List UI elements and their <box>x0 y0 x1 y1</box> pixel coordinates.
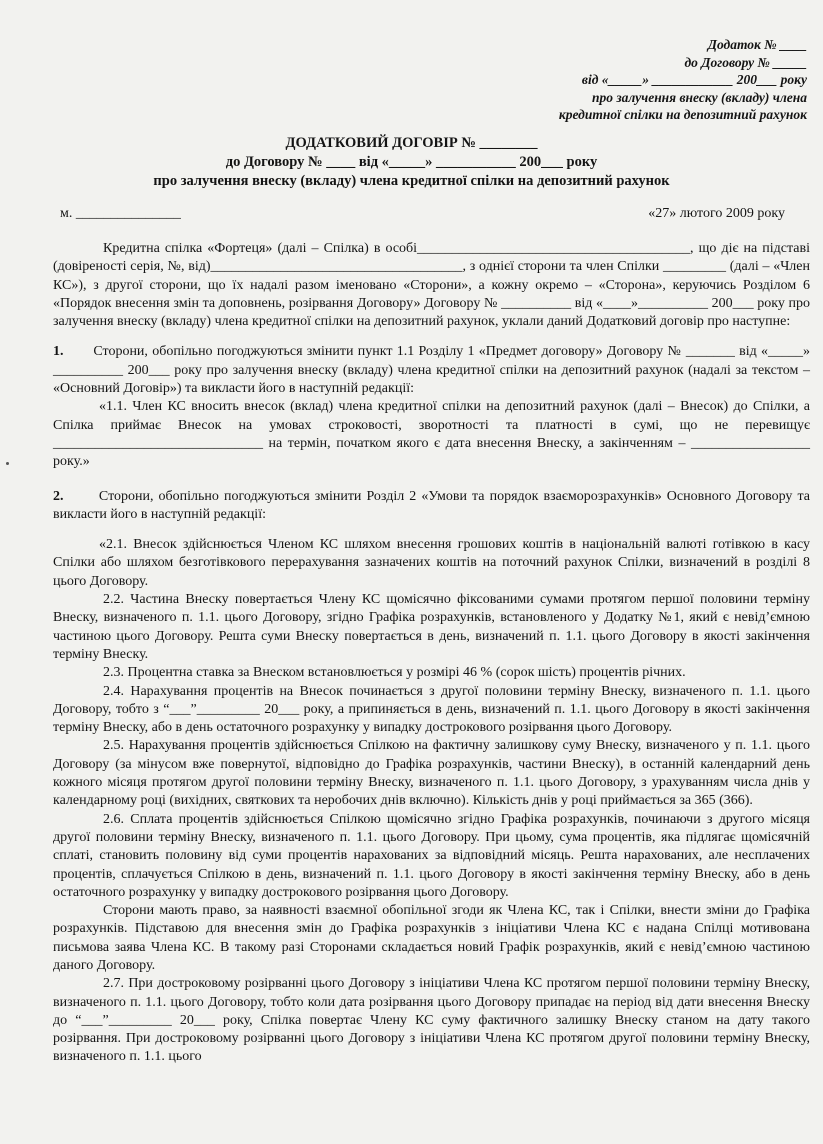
scan-speck <box>6 462 9 465</box>
title-subject: про залучення внеску (вкладу) члена кредитної спілки на депозитний рахунок <box>153 173 670 189</box>
preamble-paragraph: Кредитна спілка «Фортеця» (далі – Спілка) в особі_______________________________________, що діє на підставі (довіреності серія, №, від)____________________________________, з однієї сторони та член Спілки _________ (далі – «Член КС»), з другої сторони, що їх надалі разом іменовано «Сторони», а кожну окремо – «Сторона», керуючись Розділом 6 «Порядок внесення змін та доповнень, розірвання Договору» Договору № __________ від «____»__________ 200___ року про залучення внеску (вкладу) члена кредитної спілки на депозитний рахунок, уклали даний Додатковий договір про наступне: <box>53 241 810 330</box>
clause-2-paragraph: 2. Сторони, обопільно погоджуються змінити Розділ 2 «Умови та порядок взаєморозрахунків» Основного Договору та викласти його в наступній редакції: <box>53 488 810 522</box>
appendix-number: Додаток № ____ <box>707 37 807 52</box>
clause-1-1-text: «1.1. Член КС вносить внесок (вклад) члена кредитної спілки на депозитний рахунок (далі – Внесок) до Спілки, а Спілка приймає Внесок на умовах строковості, зворотності та платності в сумі, що не перевищує ______________________________ на термін, початком якого є дата внесення Внеску, а закінченням – _________________ року.» <box>53 399 810 470</box>
appendix-subject-1: про залучення внеску (вкладу) члена <box>591 89 807 105</box>
clause-2-6-text: 2.6. Сплата процентів здійснюється Спілкою щомісячно згідно Графіка розрахунків, починаючи з другого місяця другої половини терміну Внеску, визначеного п. 1.1. цього Договору. При цьому, сума процентів, яка підлягає щомісячній сплаті, становить половину від суми процентів нарахованих за відповідний місяць. Решта нарахованих, але несплачених процентів, сплачується Спілкою в день, визначений п. 1.1. цього Договору в якості закінчення терміну Внеску, або в день остаточного розрахунку у випадку дострокового розірвання цього Договору. <box>53 811 810 900</box>
clause-number: 2. <box>53 488 64 504</box>
clause-2-2-text: 2.2. Частина Внеску повертається Члену КС щомісячно фіксованими сумами протягом першої половини терміну Внеску, визначеного п. 1.1. цього Договору, згідно Графіка розрахунків, встановленого у Додатку №1, який є невід’ємною частиною цього Договору. Решта суми Внеску повертається в день, визначений п. 1.1. цього Договору в якості закінчення терміну Внеску. <box>53 592 810 662</box>
document-title <box>0 134 823 191</box>
clause-1-paragraph: 1. Сторони, обопільно погоджуються змінити пункт 1.1 Розділу 1 «Предмет договору» Договору № _______ від «_____» __________ 200___ року про залучення внеску (вкладу) члена кредитної спілки на депозитний рахунок (надалі за текстом – «Основний Договір») та викласти його в наступній редакції: <box>53 344 810 397</box>
appendix-contract-number: до Договору № _____ <box>684 54 807 70</box>
clause-number: 1. <box>53 344 64 360</box>
city-field: м. _______________ <box>60 206 181 221</box>
appendix-contract-date: від «_____» ____________ 200___ року <box>581 72 807 87</box>
date-field: «27» лютого 2009 року <box>648 206 785 221</box>
document-body <box>53 240 810 1067</box>
clause-2-1-text: «2.1. Внесок здійснюється Членом КС шляхом внесення грошових коштів в національній валюті готівкою в касу Спілки або шляхом безготівкового перерахування зазначених коштів на поточний рахунок Спілки, визначений в розділі 8 цього Договору. <box>53 537 810 589</box>
appendix-header <box>559 36 807 124</box>
clause-2-3-text: 2.3. Процентна ставка за Внеском встановлюється у розмірі 46 % (сорок шість) процентів річних. <box>103 665 686 681</box>
title-main: ДОДАТКОВИЙ ДОГОВІР № ________ <box>285 135 538 151</box>
clause-2-7-text: 2.7. При достроковому розірванні цього Договору з ініціативи Члена КС протягом першої половини терміну Внеску, визначеного п. 1.1. цього Договору, тобто коли дата розірвання цього Договору припадає на період від дати внесення Внеску до “___”_________ 20___ року, Спілка повертає Члену КС суму фактичного залишку Внеску станом на дату такого розірвання. При достроковому розірванні цього Договору з ініціативи Члена КС протягом другої половини терміну Внеску, визначеного п. 1.1. цього <box>53 976 810 1065</box>
place-date-line <box>60 206 785 222</box>
appendix-subject-2: кредитної спілки на депозитний рахунок <box>558 107 807 122</box>
title-contract-ref: до Договору № ____ від «_____» ___________ 200___ року <box>225 154 598 170</box>
clause-2-4-text: 2.4. Нарахування процентів на Внесок починається з другої половини терміну Внеску, визначеного п. 1.1. цього Договору, тобто з “___”_________ 20___ року, а припиняється в день, визначений п. 1.1. цього Договору в якості закінчення терміну Внеску, або в день остаточного розрахунку у випадку дострокового розірвання цього Договору. <box>53 683 810 736</box>
clause-2-5-text: 2.5. Нарахування процентів здійснюється Спілкою на фактичну залишкову суму Внеску, визначеного у п. 1.1. цього Договору (за мінусом вже повернутої, відповідно до Графіка розрахунків, частини Внеску), в останній календарний день кожного місяця протягом другої половини терміну Внеску, визначеного п. 1.1. цього Договору, з урахуванням числа днів у календарному році (вихідних, святкових та неробочих днів включно). Кількість днів у році приймається за 365 (366). <box>53 738 810 809</box>
schedule-change-paragraph: Сторони мають право, за наявності взаємної обопільної згоди як Члена КС, так і Спілки, внести зміни до Графіка розрахунків. Підставою для внесення змін до Графіка розрахунків з ініціативи Члена КС є надана Спілці мотивована письмова заява Члена КС. В такому разі Сторонами складається новий Графік розрахунків, який є невід’ємною частиною даного Договору. <box>53 903 810 973</box>
